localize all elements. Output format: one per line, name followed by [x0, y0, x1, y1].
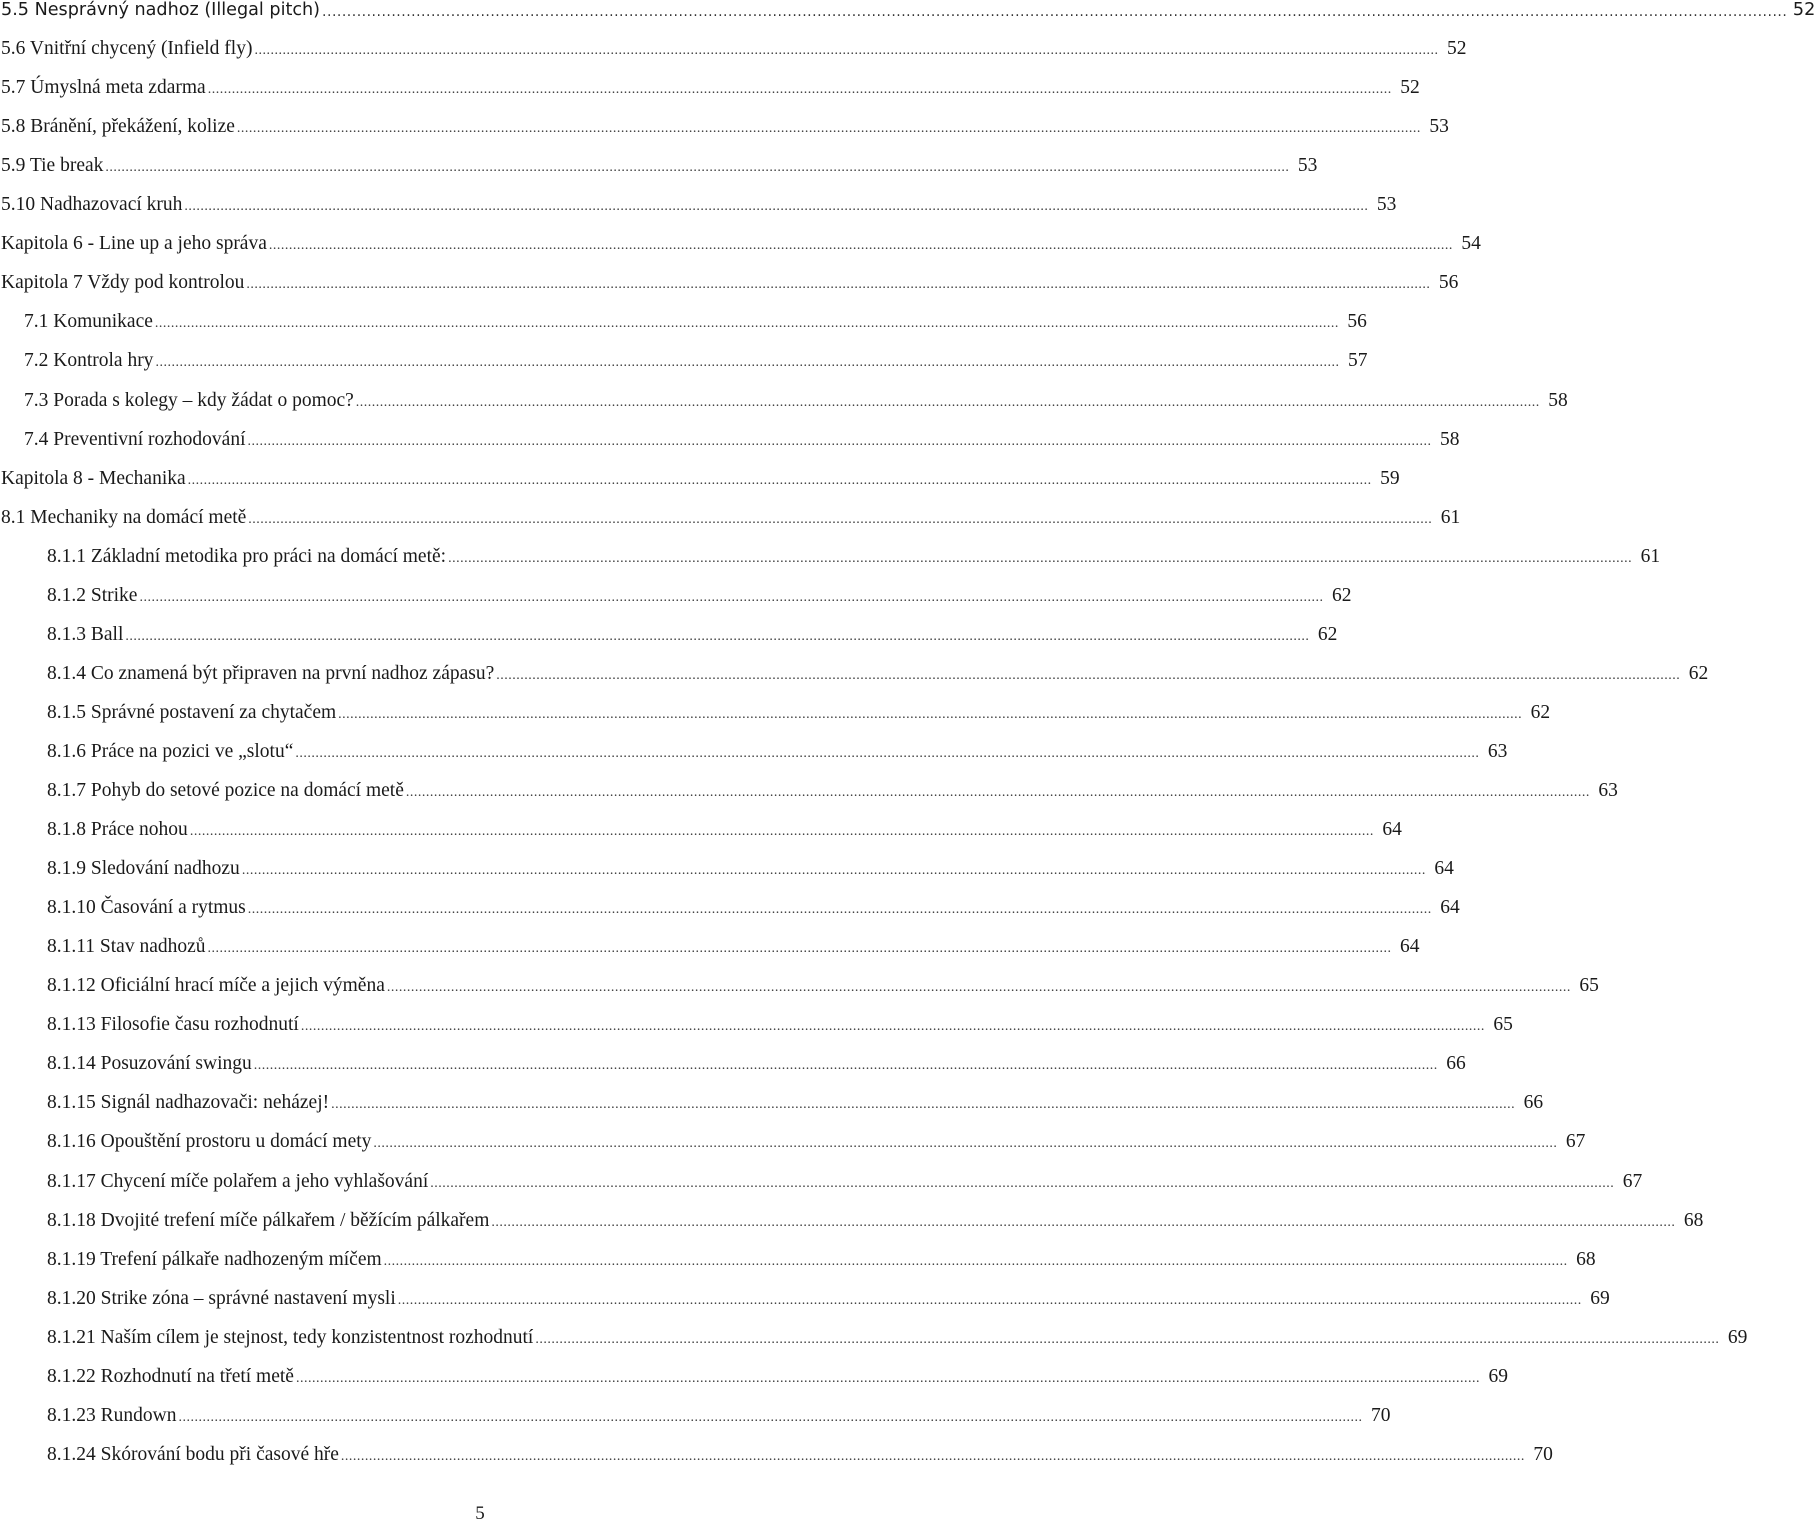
toc-entry[interactable] [0, 1126, 1586, 1154]
toc-entry[interactable] [0, 1322, 1748, 1350]
toc-dot-leader [139, 588, 1323, 608]
toc-dot-leader [254, 41, 1438, 61]
toc-entry-title: 5.6 Vnitřní chycený (Infield fly) [1, 38, 253, 60]
toc-dot-leader [406, 783, 1590, 803]
toc-entry-page: 69 [1590, 1287, 1610, 1309]
toc-entry-title: 7.2 Kontrola hry [24, 350, 154, 372]
toc-entry-title: Kapitola 7 Vždy pod kontrolou [1, 272, 245, 294]
toc-entry[interactable] [0, 814, 1402, 842]
toc-dot-leader [269, 236, 1453, 256]
toc-dot-leader [105, 158, 1289, 178]
toc-entry[interactable] [0, 853, 1454, 881]
toc-entry[interactable] [0, 385, 1568, 413]
page-number: 5 [475, 1503, 485, 1524]
toc-entry[interactable] [0, 424, 1460, 452]
toc-dot-leader [387, 978, 1571, 998]
toc-entry-title: 8.1.16 Opouštění prostoru u domácí mety [47, 1131, 372, 1153]
toc-entry-page: 62 [1331, 584, 1352, 606]
toc-entry[interactable] [0, 697, 1551, 725]
toc-entry-page: 70 [1370, 1404, 1391, 1426]
toc-entry[interactable] [0, 463, 1400, 491]
toc-entry-page: 53 [1376, 194, 1397, 216]
toc-entry[interactable] [0, 1439, 1553, 1467]
toc-dot-leader [155, 314, 1339, 334]
toc-entry-title: 8.1.2 Strike [47, 584, 138, 606]
toc-entry-page: 63 [1487, 740, 1508, 762]
toc-dot-leader [296, 1369, 1480, 1389]
toc-entry[interactable] [0, 541, 1661, 569]
toc-entry-title: 8.1.20 Strike zóna – správné nastavení mysli [47, 1287, 396, 1309]
toc-dot-leader [155, 353, 1339, 373]
toc-entry-title: 7.3 Porada s kolegy – kdy žádat o pomoc? [24, 389, 354, 411]
toc-entry-title: Kapitola 8 - Mechanika [1, 467, 186, 489]
toc-entry-page: 64 [1400, 936, 1420, 958]
toc-entry-title: 8.1.15 Signál nadhazovači: neházej! [47, 1092, 330, 1114]
toc-dot-leader [322, 2, 1787, 22]
toc-entry-title: 5.9 Tie break [1, 155, 104, 177]
toc-dot-leader [125, 627, 1309, 647]
toc-dot-leader [248, 510, 1432, 530]
toc-entry[interactable] [0, 1087, 1544, 1115]
toc-entry-title: 8.1.21 Naším cílem je stejnost, tedy konzistentnost rozhodnutí [47, 1326, 534, 1348]
toc-entry-page: 57 [1347, 350, 1368, 372]
toc-entry-page: 69 [1727, 1326, 1748, 1348]
toc-dot-leader [190, 822, 1374, 842]
toc-entry-title: 8.1.11 Stav nadhozů [47, 936, 206, 958]
toc-entry-page: 52 [1446, 38, 1467, 60]
toc-entry-page: 65 [1493, 1014, 1513, 1036]
toc-dot-leader [248, 432, 1432, 452]
toc-entry-title: 5.10 Nadhazovací kruh [1, 194, 183, 216]
toc-entry-title: 8.1.23 Rundown [47, 1404, 177, 1426]
toc-entry-page: 64 [1440, 897, 1460, 919]
toc-dot-leader [254, 1056, 1438, 1076]
toc-entry-page: 54 [1461, 233, 1481, 255]
toc-entry[interactable] [0, 1400, 1391, 1428]
toc-entry[interactable] [0, 306, 1367, 334]
toc-entry[interactable] [0, 619, 1338, 647]
toc-entry-title: 8.1 Mechaniky na domácí metě [1, 506, 247, 528]
toc-dot-leader [242, 861, 1426, 881]
toc-entry-page: 68 [1683, 1209, 1704, 1231]
toc-dot-leader [341, 1447, 1525, 1467]
toc-entry-title: 8.1.24 Skórování bodu při časové hře [47, 1443, 339, 1465]
toc-dot-leader [535, 1330, 1719, 1350]
toc-entry[interactable] [0, 0, 1816, 22]
toc-entry-page: 58 [1548, 389, 1568, 411]
toc-dot-leader [373, 1134, 1557, 1154]
toc-dot-leader [448, 549, 1632, 569]
toc-dot-leader [208, 80, 1392, 100]
toc-entry-page: 63 [1598, 780, 1618, 801]
toc-entry[interactable] [0, 33, 1467, 61]
toc-entry-title: 7.4 Preventivní rozhodování [24, 428, 246, 450]
toc-entry-title: 7.1 Komunikace [24, 311, 153, 333]
toc-entry-title: 8.1.9 Sledování nadhozu [47, 858, 240, 880]
toc-entry-title: 8.1.10 Časování a rytmus [47, 897, 246, 919]
toc-entry-title: 8.1.22 Rozhodnutí na třetí metě [47, 1365, 294, 1387]
toc-entry[interactable] [0, 1048, 1466, 1076]
toc-entry[interactable] [0, 345, 1368, 373]
toc-entry[interactable] [0, 658, 1709, 686]
toc-dot-leader [208, 939, 1392, 959]
toc-entry[interactable] [0, 150, 1318, 178]
toc-entry[interactable] [0, 267, 1459, 295]
toc-dot-leader [237, 119, 1421, 139]
toc-dot-leader [384, 1252, 1568, 1272]
toc-dot-leader [356, 393, 1540, 413]
toc-dot-leader [491, 1213, 1675, 1233]
toc-entry-page: 53 [1429, 116, 1449, 138]
toc-entry-page: 59 [1380, 467, 1400, 489]
toc-dot-leader [248, 900, 1432, 920]
toc-entry-page: 68 [1576, 1248, 1596, 1270]
toc-entry-title: 8.1.3 Ball [47, 623, 124, 645]
toc-entry[interactable] [0, 580, 1352, 608]
toc-entry-page: 61 [1440, 506, 1461, 528]
toc-entry[interactable] [0, 892, 1460, 920]
toc-entry-title: 8.1.18 Dvojité trefení míče pálkařem / běžícím pálkařem [47, 1209, 490, 1231]
toc-entry-page: 67 [1565, 1131, 1586, 1153]
toc-entry-title: 8.1.7 Pohyb do setové pozice na domácí metě [47, 780, 404, 801]
toc-entry[interactable] [0, 189, 1397, 217]
toc-entry[interactable] [0, 1361, 1508, 1389]
toc-entry-title: 5.7 Úmyslná meta zdarma [1, 77, 206, 99]
toc-entry-page: 67 [1622, 1170, 1643, 1192]
toc-dot-leader [430, 1174, 1614, 1194]
toc-entry-page: 64 [1434, 858, 1454, 880]
toc-entry[interactable] [0, 1283, 1610, 1311]
toc-entry-page: 56 [1438, 272, 1459, 294]
toc-entry-page: 61 [1640, 545, 1661, 567]
toc-entry-title: 5.5 Nesprávný nadhoz (Illegal pitch) [1, 0, 321, 20]
toc-dot-leader [184, 197, 1368, 217]
toc-entry[interactable] [0, 502, 1461, 530]
toc-entry-title: 8.1.19 Trefení pálkaře nadhozeným míčem [47, 1248, 382, 1270]
toc-entry-title: 8.1.6 Práce na pozici ve „slotu“ [47, 740, 294, 762]
toc-dot-leader [188, 471, 1372, 491]
toc-entry[interactable] [0, 1205, 1704, 1233]
toc-entry[interactable] [0, 931, 1420, 959]
toc-entry-title: 8.1.8 Práce nohou [47, 819, 188, 841]
toc-entry-page: 62 [1688, 662, 1709, 684]
toc-entry-page: 58 [1440, 428, 1460, 450]
toc-dot-leader [295, 744, 1479, 764]
toc-entry-page: 52 [1792, 0, 1816, 20]
toc-entry-page: 53 [1297, 155, 1318, 177]
toc-entry-title: 8.1.5 Správné postavení za chytačem [47, 701, 337, 723]
toc-entry[interactable] [0, 1009, 1513, 1037]
toc-entry-page: 52 [1400, 77, 1420, 99]
toc-entry-title: 5.8 Bránění, překážení, kolize [1, 116, 235, 138]
toc-entry[interactable] [0, 72, 1420, 100]
toc-entry-page: 69 [1488, 1365, 1508, 1387]
toc-dot-leader [331, 1095, 1515, 1115]
toc-entry-page: 66 [1446, 1053, 1466, 1075]
toc-entry[interactable] [0, 1166, 1643, 1194]
toc-dot-leader [496, 666, 1680, 686]
toc-entry[interactable] [0, 1244, 1596, 1272]
toc-entry-title: 8.1.4 Co znamená být připraven na první nadhoz zápasu? [47, 662, 495, 684]
toc-entry[interactable] [0, 228, 1481, 256]
toc-entry-title: 8.1.17 Chycení míče polařem a jeho vyhlašování [47, 1170, 429, 1192]
toc-entry-title: 8.1.13 Filosofie času rozhodnutí [47, 1014, 299, 1036]
toc-entry-title: Kapitola 6 - Line up a jeho správa [1, 233, 267, 255]
toc-entry-title: 8.1.1 Základní metodika pro práci na domácí metě: [47, 545, 447, 567]
toc-entry[interactable] [0, 775, 1618, 803]
toc-entry-page: 65 [1579, 975, 1599, 997]
toc-dot-leader [178, 1408, 1362, 1428]
toc-entry-page: 66 [1523, 1092, 1544, 1114]
toc-entry-page: 56 [1347, 311, 1367, 333]
toc-entry-page: 70 [1533, 1443, 1553, 1465]
toc-dot-leader [301, 1017, 1485, 1037]
toc-entry[interactable] [0, 970, 1599, 998]
toc-entry-title: 8.1.12 Oficiální hrací míče a jejich výměna [47, 975, 385, 997]
toc-entry-page: 62 [1530, 701, 1551, 723]
toc-dot-leader [246, 275, 1430, 295]
toc-dot-leader [398, 1291, 1582, 1311]
toc-entry[interactable] [0, 736, 1508, 764]
toc-entry-page: 62 [1317, 623, 1338, 645]
toc-entry[interactable] [0, 111, 1449, 139]
toc-dot-leader [338, 705, 1522, 725]
toc-entry-title: 8.1.14 Posuzování swingu [47, 1053, 252, 1075]
toc-entry-page: 64 [1382, 819, 1402, 841]
